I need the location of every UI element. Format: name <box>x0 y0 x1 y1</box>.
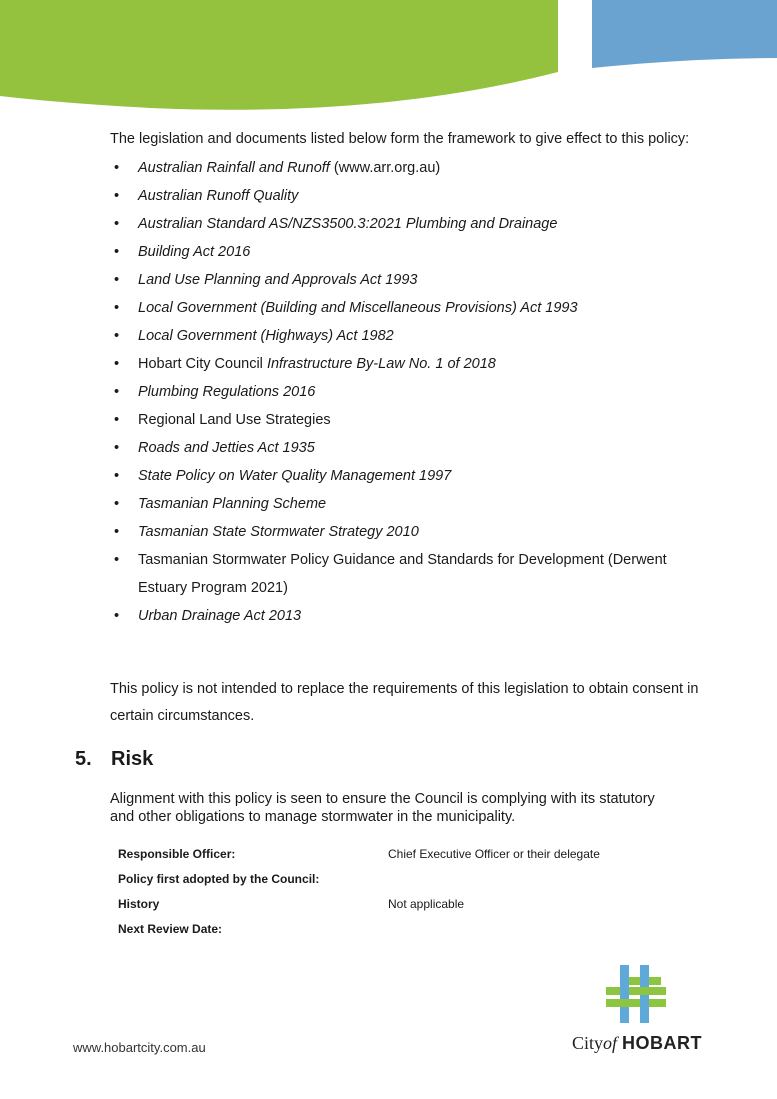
list-item-title: Australian Standard AS/NZS3500.3:2021 Plumbing and Drainage <box>138 216 558 232</box>
bullet-icon: • <box>114 272 120 288</box>
header-banner <box>0 0 777 120</box>
list-item-title: Tasmanian State Stormwater Strategy 2010 <box>138 524 419 540</box>
list-item <box>110 602 710 630</box>
list-item-title: Local Government (Building and Miscellaneous Provisions) Act 1993 <box>138 300 578 316</box>
logo-hobart-text: HOBART <box>622 1033 703 1053</box>
list-item-title: State Policy on Water Quality Management 1997 <box>138 468 452 484</box>
section-number: 5. <box>75 748 92 770</box>
bullet-icon: • <box>114 188 120 204</box>
intro-paragraph: The legislation and documents listed below form the framework to give effect to this policy: <box>110 131 690 147</box>
table-row <box>112 841 654 866</box>
logo-city-text: City <box>572 1033 604 1053</box>
section-title: Risk <box>111 748 154 770</box>
detail-value: Chief Executive Officer or their delegate <box>388 846 600 861</box>
list-item-title: Plumbing Regulations 2016 <box>138 384 316 400</box>
table-row <box>112 891 654 916</box>
list-item-title: Local Government (Highways) Act 1982 <box>138 328 394 344</box>
list-item <box>110 434 710 462</box>
list-item-title: Urban Drainage Act 2013 <box>138 608 302 624</box>
list-item-title: Australian Rainfall and Runoff <box>138 160 330 176</box>
list-item-title: Tasmanian Planning Scheme <box>138 496 327 512</box>
bullet-icon: • <box>114 496 120 512</box>
detail-value <box>382 866 654 891</box>
blue-swoosh <box>592 0 777 68</box>
list-item-suffix: (www.arr.org.au) <box>329 160 441 176</box>
bullet-icon: • <box>114 440 120 456</box>
bullet-icon: • <box>114 216 120 232</box>
detail-label: Responsible Officer: <box>118 846 236 861</box>
table-row <box>112 866 654 891</box>
bullet-icon: • <box>114 328 120 344</box>
bullet-icon: • <box>114 160 120 176</box>
bullet-icon: • <box>114 384 120 400</box>
bullet-icon: • <box>114 524 120 540</box>
list-item <box>110 182 710 210</box>
list-item <box>110 350 710 378</box>
list-item-title: Roads and Jetties Act 1935 <box>138 440 315 456</box>
list-item <box>110 238 710 266</box>
green-swoosh <box>0 0 558 110</box>
list-item <box>110 154 710 182</box>
legislation-note: This policy is not intended to replace the requirements of this legislation to obtain consent in certain circumstances. <box>110 681 699 724</box>
logo-wordmark <box>572 1033 702 1054</box>
detail-value: Not applicable <box>388 896 465 911</box>
detail-label: History <box>118 896 160 911</box>
policy-details-table <box>112 841 654 941</box>
list-item <box>110 462 710 490</box>
list-item-text: Tasmanian Stormwater Policy Guidance and Standards for Development (Derwent Estuary Program 2021) <box>138 552 667 596</box>
detail-label: Next Review Date: <box>118 921 223 936</box>
legislation-list <box>110 154 710 630</box>
detail-value <box>382 916 654 941</box>
list-item <box>110 490 710 518</box>
list-item <box>110 518 710 546</box>
list-item <box>110 546 710 602</box>
list-item <box>110 294 710 322</box>
list-item <box>110 322 710 350</box>
list-item-title: Land Use Planning and Approvals Act 1993 <box>138 272 418 288</box>
section-heading <box>75 748 153 771</box>
bullet-icon: • <box>114 552 120 568</box>
list-item <box>110 266 710 294</box>
bullet-icon: • <box>114 608 120 624</box>
list-item <box>110 378 710 406</box>
bullet-icon: • <box>114 356 120 372</box>
list-item-title: Building Act 2016 <box>138 244 251 260</box>
list-item <box>110 406 710 434</box>
legislation-section <box>110 130 710 630</box>
footer-website-link[interactable]: www.hobartcity.com.au <box>73 1040 206 1055</box>
list-item <box>110 210 710 238</box>
list-item-title: Infrastructure By-Law No. 1 of 2018 <box>266 356 496 372</box>
bullet-icon: • <box>114 468 120 484</box>
bullet-icon: • <box>114 300 120 316</box>
city-of-hobart-logo-icon <box>600 963 672 1027</box>
risk-paragraph: Alignment with this policy is seen to ensure the Council is complying with its statutory and other obligations to manage stormwater in the municipality. <box>110 791 655 825</box>
list-item-text: Hobart City Council <box>138 356 267 372</box>
list-item-text: Regional Land Use Strategies <box>138 412 331 428</box>
detail-label: Policy first adopted by the Council: <box>118 871 320 886</box>
bullet-icon: • <box>114 412 120 428</box>
table-row <box>112 916 654 941</box>
logo-of-text: of <box>603 1033 618 1053</box>
bullet-icon: • <box>114 244 120 260</box>
list-item-title: Australian Runoff Quality <box>138 188 299 204</box>
